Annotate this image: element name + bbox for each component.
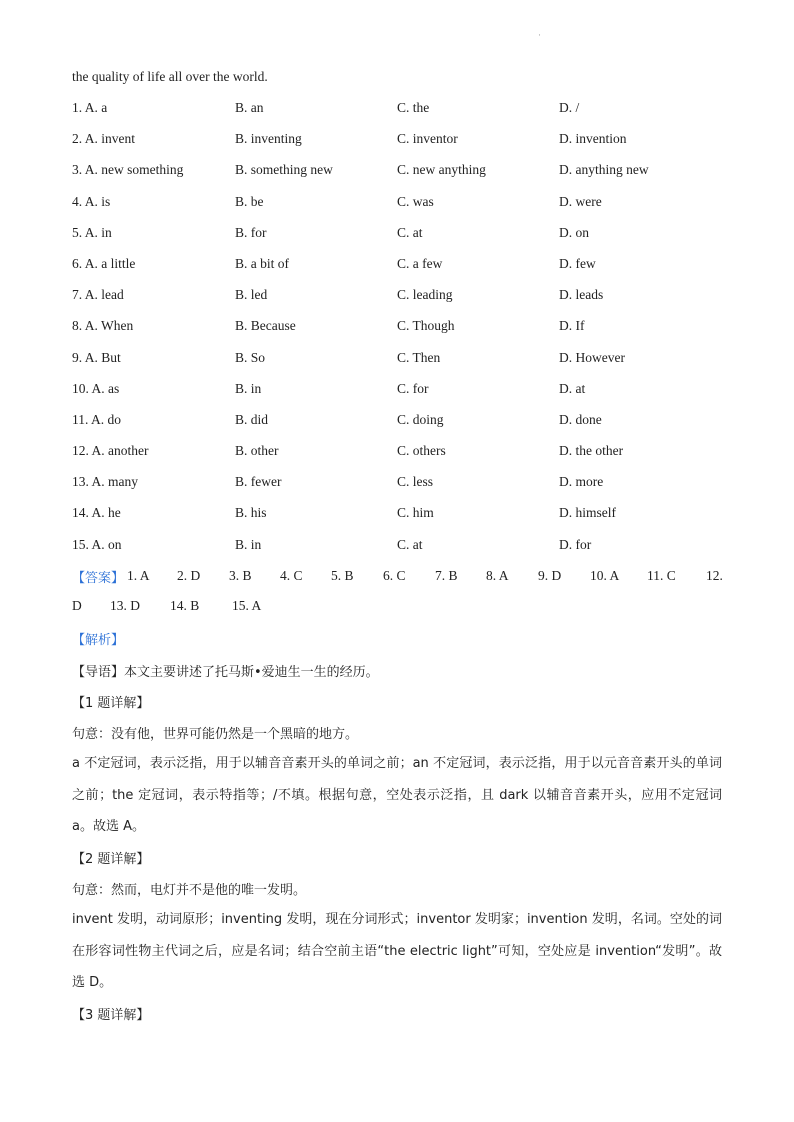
page-mark: · — [538, 30, 541, 40]
question-row — [72, 224, 752, 255]
question-row — [72, 99, 752, 130]
answer-item: 9. D — [538, 568, 562, 583]
option-a: 2. A. invent — [72, 131, 135, 147]
question-row — [72, 473, 752, 504]
option-c: C. doing — [397, 411, 444, 427]
option-a: 6. A. a little — [72, 255, 136, 271]
option-d: D. However — [559, 349, 625, 365]
answer-item: 11. C — [647, 568, 676, 583]
option-d: D. on — [559, 224, 589, 240]
option-c: C. at — [397, 224, 423, 240]
answer-item: 6. C — [383, 568, 406, 583]
option-a: 5. A. in — [72, 224, 112, 240]
question-row — [72, 317, 752, 348]
option-c: C. new anything — [397, 162, 486, 178]
option-a: 14. A. he — [72, 505, 121, 521]
answer-label: 【答案】 — [72, 571, 125, 586]
option-b: B. fewer — [235, 474, 282, 490]
question-row — [72, 411, 752, 442]
option-b: B. in — [235, 536, 262, 552]
question-row — [72, 255, 752, 286]
q2-sentence: 句意：然而，电灯并不是他的唯一发明。 — [72, 883, 307, 898]
option-c: C. leading — [397, 287, 453, 303]
option-c: C. was — [397, 193, 434, 209]
guide-text: 本文主要讲述了托马斯•爱迪生一生的经历。 — [124, 665, 379, 680]
answer-item: 5. B — [331, 568, 354, 583]
answer-item: 2. D — [177, 568, 201, 583]
option-b: B. in — [235, 380, 262, 396]
option-a: 8. A. When — [72, 318, 134, 334]
option-a: 9. A. But — [72, 349, 121, 365]
answer-item: 14. B — [170, 598, 200, 613]
answer-item: 4. C — [280, 568, 303, 583]
q1-explanation: a 不定冠词，表示泛指，用于以辅音音素开头的单词之前；an 不定冠词，表示泛指，用于以元音音素开头的单词之前；the 定冠词，表示特指等；/不填。根据句意，空处表示泛指，且 dark 以辅音音素开头，应用不定冠词 a。故选 A。 — [72, 756, 722, 834]
option-a: 4. A. is — [72, 193, 111, 209]
answer-item: 3. B — [229, 568, 252, 583]
answer-item: 13. D — [110, 598, 140, 613]
answer-item: 1. A — [127, 568, 150, 583]
option-b: B. an — [235, 100, 264, 115]
option-b: B. be — [235, 193, 264, 209]
option-a: 7. A. lead — [72, 287, 124, 303]
option-c: C. the — [397, 100, 430, 115]
question-row — [72, 380, 752, 411]
q3-heading: 【3 题详解】 — [72, 1008, 150, 1023]
question-row — [72, 130, 752, 161]
option-b: B. other — [235, 443, 279, 459]
option-d: D. for — [559, 536, 592, 552]
answer-item: 7. B — [435, 568, 458, 583]
option-b: B. inventing — [235, 131, 302, 147]
analysis-label: 【解析】 — [72, 633, 125, 648]
question-row — [72, 193, 752, 224]
option-c: C. Then — [397, 349, 441, 365]
option-d: D. the other — [559, 443, 624, 459]
option-c: C. at — [397, 536, 423, 552]
option-b: B. for — [235, 224, 267, 240]
answer-item: 15. A — [232, 598, 262, 613]
option-b: B. something new — [235, 162, 333, 178]
answer-item: 10. A — [590, 568, 620, 583]
question-row — [72, 349, 752, 380]
option-c: C. him — [397, 505, 434, 521]
answer-item: D — [72, 598, 82, 613]
option-a: 11. A. do — [72, 411, 122, 427]
option-a: 15. A. on — [72, 536, 122, 552]
question-row — [72, 161, 752, 192]
option-d: D. done — [559, 411, 602, 427]
question-row — [72, 442, 752, 473]
option-a: 13. A. many — [72, 474, 138, 490]
option-d: D. If — [559, 318, 585, 334]
question-row — [72, 286, 752, 317]
answer-item: 12. — [706, 568, 723, 583]
option-c: C. for — [397, 380, 429, 396]
option-c: C. others — [397, 443, 446, 459]
option-c: C. less — [397, 474, 434, 490]
question-row — [72, 504, 752, 535]
q2-explanation: invent 发明，动词原形；inventing 发明，现在分词形式；inventor 发明家；invention 发明，名词。空处的词在形容词性物主代词之后，应是名词；结合空前主语“the electric light”可知，空处应是 invention“发明”。故选 D。 — [72, 912, 722, 990]
option-b: B. a bit of — [235, 255, 289, 271]
option-d: D. more — [559, 474, 604, 490]
option-d: D. at — [559, 380, 586, 396]
option-b: B. led — [235, 287, 268, 303]
guide-line — [72, 661, 379, 680]
guide-label: 【导语】 — [72, 665, 125, 680]
answer-item: 8. A — [486, 568, 509, 583]
option-d: D. / — [559, 100, 580, 115]
option-d: D. were — [559, 193, 602, 209]
answer-line-1 — [72, 567, 722, 587]
q2-heading: 【2 题详解】 — [72, 852, 150, 867]
option-c: C. inventor — [397, 131, 458, 147]
option-a: 3. A. new something — [72, 162, 184, 178]
option-b: B. his — [235, 505, 267, 521]
option-d: D. few — [559, 255, 596, 271]
q1-heading: 【1 题详解】 — [72, 696, 150, 711]
option-a: 12. A. another — [72, 443, 149, 459]
option-d: D. invention — [559, 131, 627, 147]
intro-line: the quality of life all over the world. — [72, 69, 268, 84]
option-b: B. did — [235, 411, 269, 427]
answer-line-2 — [72, 598, 372, 618]
option-c: C. Though — [397, 318, 455, 334]
question-row — [72, 536, 752, 567]
option-d: D. himself — [559, 505, 616, 521]
option-b: B. So — [235, 349, 266, 365]
option-d: D. anything new — [559, 162, 649, 178]
option-a: 10. A. as — [72, 380, 120, 396]
options-list — [72, 99, 752, 567]
option-b: B. Because — [235, 318, 296, 334]
q1-sentence: 句意：没有他，世界可能仍然是一个黑暗的地方。 — [72, 727, 359, 742]
option-d: D. leads — [559, 287, 604, 303]
option-c: C. a few — [397, 255, 443, 271]
option-a: 1. A. a — [72, 100, 108, 115]
